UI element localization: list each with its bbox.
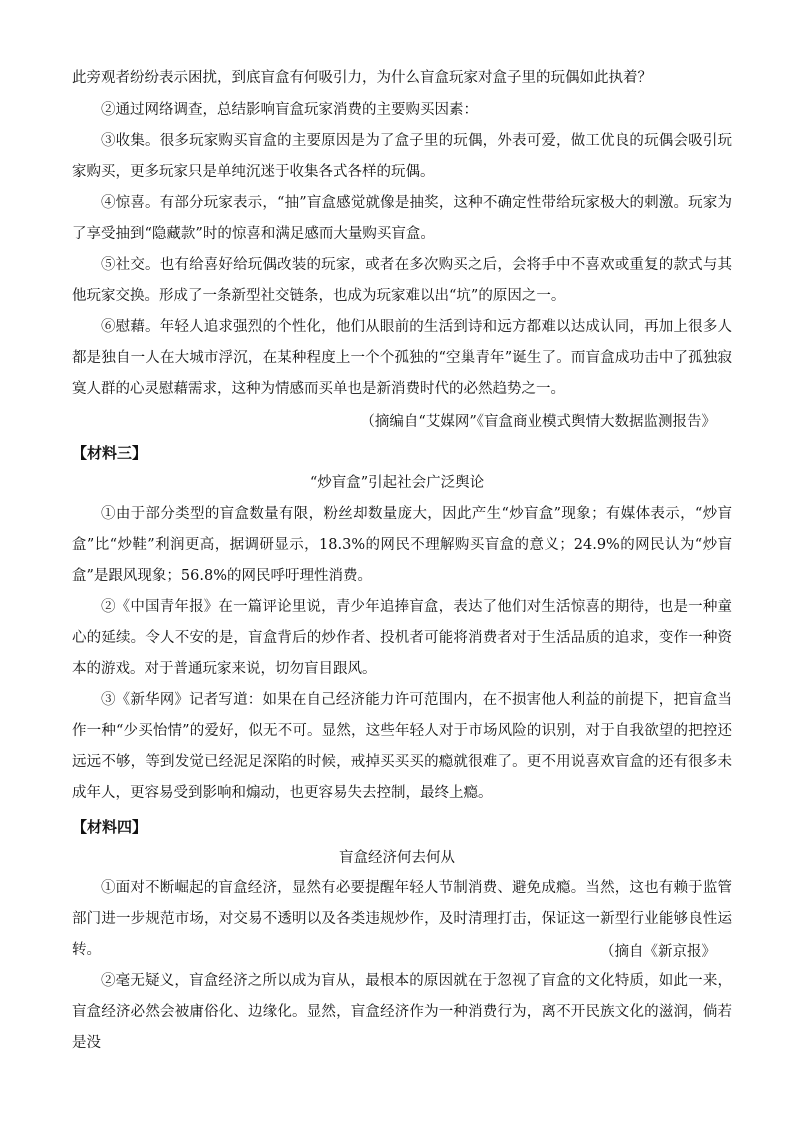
material-four-heading: 【材料四】	[72, 818, 148, 836]
paragraph-intro-continued: 此旁观者纷纷表示困扰，到底盲盒有何吸引力，为什么盲盒玩家对盒子里的玩偶如此执着？	[72, 70, 652, 86]
material-three-heading: 【材料三】	[72, 444, 148, 462]
paragraph-culture: ②毫无疑义，盲盒经济之所以成为盲从，最根本的原因就在于忽视了盲盒的文化特质，如此一来，盲盒经济必然会被庸俗化、边缘化。显然，盲盒经济作为一种消费行为，离不开民族文化的滋润，倘若是没	[72, 973, 732, 1051]
paragraph-hype-data: ①由于部分类型的盲盒数量有限，粉丝却数量庞大，因此产生“炒盲盒”现象；有媒体表示，“炒盲盒”比“炒鞋”利润更高，据调研显示，18.3%的网民不理解购买盲盒的意义；24.9%的网民认为“炒盲盒”是跟风现象；56.8%的网民呼吁理性消费。	[72, 506, 732, 584]
source-citation-material2: （摘编自“艾媒网”《盲盒商业模式舆情大数据监测报告》	[360, 414, 716, 430]
material-four-title: 盲盒经济何去何从	[339, 850, 455, 866]
paragraph-regulation: ①面对不断崛起的盲盒经济，显然有必要提醒年轻人节制消费、避免成瘾。当然，这也有赖于监管部门进一步规范市场，对交易不透明以及各类违规炒作，及时清理打击，保证这一新型行业能够良性运转。	[72, 880, 732, 958]
paragraph-surprise: ④惊喜。有部分玩家表示，“抽”盲盒感觉就像是抽奖，这种不确定性带给玩家极大的刺激。玩家为了享受抽到“隐藏款”时的惊喜和满足感而大量购买盲盒。	[72, 195, 732, 242]
paragraph-social: ⑤社交。也有给喜好给玩偶改装的玩家，或者在多次购买之后，会将手中不喜欢或重复的款式与其他玩家交换。形成了一条新型社交链条，也成为玩家难以出“坑”的原因之一。	[72, 257, 732, 304]
source-citation-material4: （摘自《新京报》	[600, 944, 716, 960]
paragraph-xinhua: ③《新华网》记者写道：如果在自己经济能力许可范围内，在不损害他人利益的前提下，把盲盒当作一种“少买怡情”的爱好，似无不可。显然，这些年轻人对于市场风险的识别，对于自我欲望的把控还远远不够，等到发觉已经泥足深陷的时候，戒掉买买买的瘾就很难了。更不用说喜欢盲盒的还有很多未成年人，更容易受到影响和煽动，也更容易失去控制，最终上瘾。	[72, 692, 732, 801]
paragraph-survey: ②通过网络调查，总结影响盲盒玩家消费的主要购买因素：	[101, 102, 478, 118]
paragraph-collect: ③收集。很多玩家购买盲盒的主要原因是为了盒子里的玩偶，外表可爱，做工优良的玩偶会吸引玩家购买，更多玩家只是单纯沉迷于收集各式各样的玩偶。	[72, 133, 732, 180]
material-three-title: “炒盲盒”引起社会广泛舆论	[309, 475, 485, 491]
paragraph-comfort: ⑥慰藉。年轻人追求强烈的个性化，他们从眼前的生活到诗和远方都难以达成认同，再加上很多人都是独自一人在大城市浮沉，在某种程度上一个个孤独的“空巢青年”诞生了。而盲盒成功击中了孤独寂寞人群的心灵慰藉需求，这种为情感而买单也是新消费时代的必然趋势之一。	[72, 319, 732, 397]
paragraph-youth-daily: ②《中国青年报》在一篇评论里说，青少年追捧盲盒，表达了他们对生活惊喜的期待，也是一种童心的延续。令人不安的是，盲盒背后的炒作者、投机者可能将消费者对于生活品质的追求，变作一种资本的游戏。对于普通玩家来说，切勿盲目跟风。	[72, 599, 732, 677]
